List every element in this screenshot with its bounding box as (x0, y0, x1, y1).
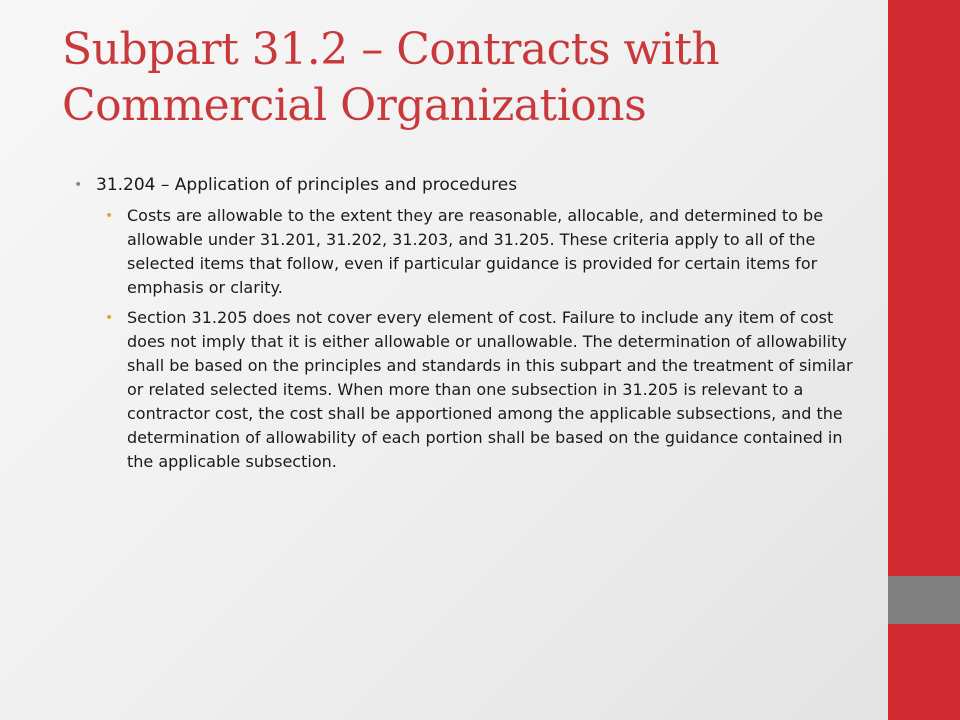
bullet-dot-icon: • (74, 177, 83, 193)
bullet-level1 (70, 172, 870, 198)
bullet-level2 (103, 204, 870, 300)
bullet-dot-icon: • (105, 310, 114, 326)
slide-title: Subpart 31.2 – Contracts with Commercial Organizations (62, 24, 720, 131)
slide-body (70, 172, 870, 480)
bullet-level2-text: Section 31.205 does not cover every element of cost. Failure to include any item of cost does not imply that it is either allowable or unallowable. The determination of allowability shall be based on the principles and standards in this subpart and the treatment of similar or related selected items. When more than one subsection in 31.205 is relevant to a contractor cost, the cost shall be apportioned among the applicable subsections, and the determination of allowability of each portion shall be based on the guidance contained in the applicable subsection. (127, 308, 853, 471)
bullet-level1-text: 31.204 – Application of principles and procedures (96, 175, 518, 195)
bullet-dot-icon: • (105, 208, 114, 224)
decorative-side-bar-gray (888, 576, 960, 624)
decorative-side-bar-red-bottom (888, 624, 960, 720)
bullet-level2-text: Costs are allowable to the extent they are reasonable, allocable, and determined to be allowable under 31.201, 31.202, 31.203, and 31.205. These criteria apply to all of the selected items that follow, even if particular guidance is provided for certain items for emphasis or clarity. (127, 206, 824, 297)
bullet-level2 (103, 306, 870, 474)
decorative-side-bar-red-top (888, 0, 960, 576)
